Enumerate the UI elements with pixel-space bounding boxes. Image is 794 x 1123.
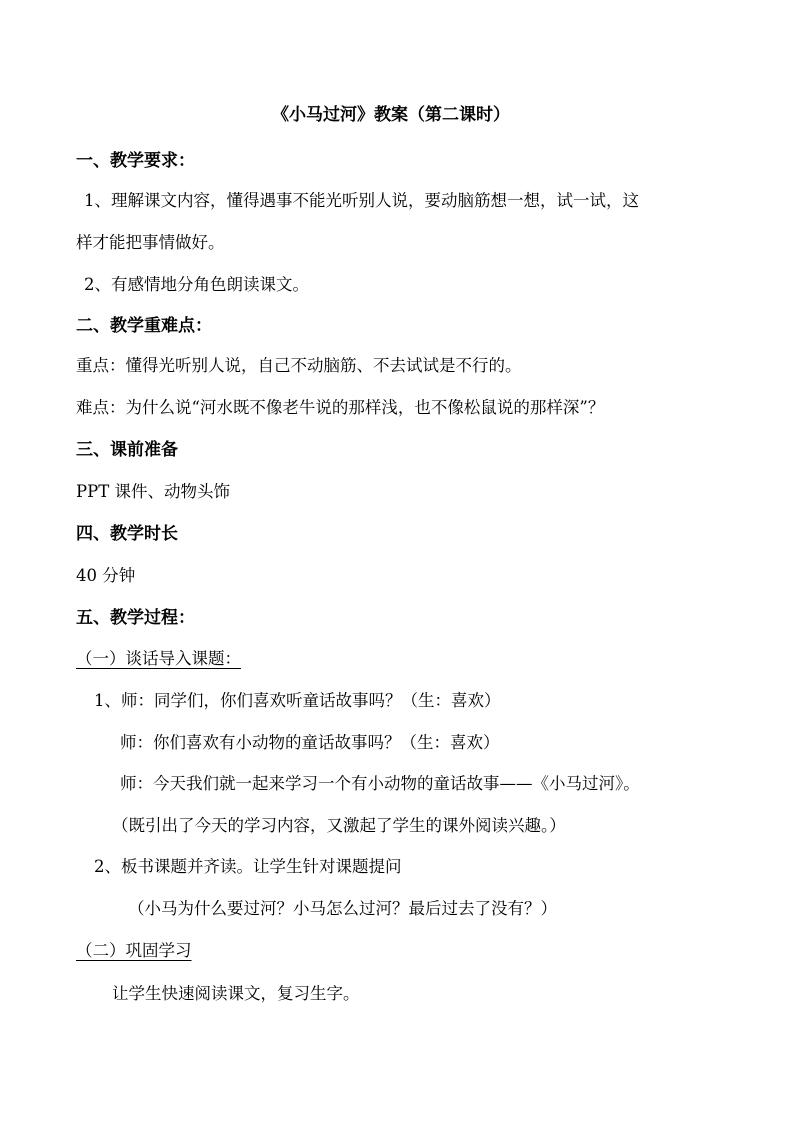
requirement-item-1-line-2: 样才能把事情做好。 xyxy=(76,233,225,252)
requirement-item-1-line-1: 1、理解课文内容，懂得遇事不能光听别人说，要动脑筋想一想，试一试，这 xyxy=(84,191,639,210)
section2-heading: 二、教学重难点： xyxy=(76,316,212,336)
step1-line-1: 1、师：同学们，你们喜欢听童话故事吗？（生：喜欢） xyxy=(94,691,501,710)
section3-heading: 三、课前准备 xyxy=(76,440,178,460)
step1-note: （既引出了今天的学习内容，又激起了学生的课外阅读兴趣。） xyxy=(112,816,566,835)
section5-heading: 五、教学过程： xyxy=(76,608,195,628)
part1-heading: （一）谈话导入课题： xyxy=(76,649,241,668)
section4-heading: 四、教学时长 xyxy=(76,524,178,544)
document-title: 《小马过河》教案（第二课时） xyxy=(272,105,510,125)
step1-line-3: 师：今天我们就一起来学习一个有小动物的童话故事——《小马过河》。 xyxy=(120,774,640,793)
step1-line-2: 师：你们喜欢有小动物的童话故事吗？（生：喜欢） xyxy=(120,733,500,752)
key-point: 重点：懂得光听别人说，自己不动脑筋、不去试试是不行的。 xyxy=(76,356,522,375)
part2-content: 让学生快速阅读课文，复习生字。 xyxy=(112,984,360,1003)
difficulty: 难点：为什么说“河水既不像老牛说的那样浅，也不像松鼠说的那样深”？ xyxy=(76,398,605,417)
step2: 2、板书课题并齐读。让学生针对课题提问 xyxy=(94,857,402,876)
requirement-item-2: 2、有感情地分角色朗读课文。 xyxy=(84,275,309,294)
step2-questions: （小马为什么要过河？小马怎么过河？最后过去了没有？） xyxy=(128,899,557,918)
preparation-content: PPT 课件、动物头饰 xyxy=(76,482,230,501)
duration-content: 40 分钟 xyxy=(76,566,136,585)
section1-heading: 一、教学要求： xyxy=(76,151,195,171)
part2-heading: （二）巩固学习 xyxy=(76,941,192,960)
